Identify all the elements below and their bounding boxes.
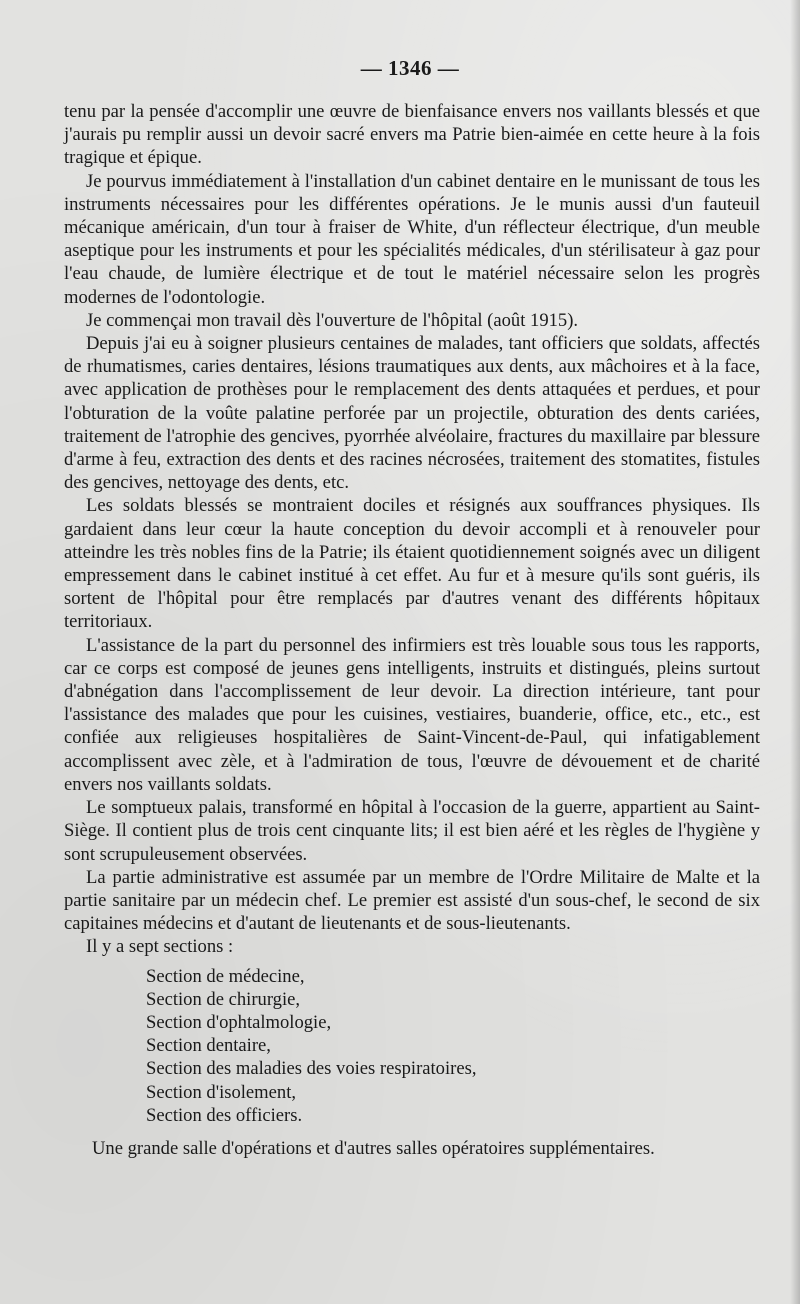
sections-intro: Il y a sept sections : [86,936,234,958]
page-number: — 1346 — [360,56,460,80]
page-edge-shadow [790,0,800,1304]
paragraph-3: Je commençai mon travail dès l'ouverture de l'hôpital (août 1915). [86,309,579,331]
section-item: Section d'isolement, [146,1081,297,1103]
closing-line: Une grande salle d'opérations et d'autres salles opératoires supplémentaires. [92,1137,655,1159]
paragraph-7: Le somptueux palais, transformé en hôpital à l'occasion de la guerre, appartient au Saint-Siège. Il contient plus de trois cent cinquante lits; il est bien aéré et les règles de l'hygiène y sont scrupuleusement observées. [64,797,760,865]
paragraph-4: Depuis j'ai eu à soigner plusieurs centaines de malades, tant officiers que soldats, affectés de rhumatismes, caries dentaires, lésions traumatiques aux dents, aux mâchoires et à la face, avec application de prothèses pour le remplacement des dents attaquées et perdues, et pour l'obturation de la voûte palatine perforée par un projectile, obturation des dents cariées, traitement de l'atrophie des gencives, pyorrhée alvéolaire, fractures du maxillaire par blessure d'arme à feu, extraction des dents et des racines nécrosées, traitement des stomatites, fistules des gencives, nettoyage des dents, etc. [64,333,760,494]
paragraph-6: L'assistance de la part du personnel des infirmiers est très louable sous tous les rapports, car ce corps est composé de jeunes gens intelligents, instruits et distingués, pleins surtout d'abnégation dans l'accomplissement de leur devoir. La direction intérieure, tant pour l'assistance des malades que pour les cuisines, vestiaires, buanderie, office, etc., etc., est confiée aux religieuses hospitalières de Saint-Vincent-de-Paul, qui infatigablement accomplissent avec zèle, et à l'admiration de tous, l'œuvre de dévouement et de charité envers nos vaillants soldats. [64,634,760,795]
section-item: Section des officiers. [146,1104,303,1126]
body-text [64,100,760,1160]
paragraph-5: Les soldats blessés se montraient dociles et résignés aux souffrances physiques. Ils gardaient dans leur cœur la haute conception du devoir accompli et à renouveler pour atteindre les très nobles fins de la Patrie; ils étaient quotidiennement soignés avec un diligent empressement dans le cabinet institué à cet effet. Au fur et à mesure qu'ils sont guéris, ils sortent de l'hôpital pour être remplacés par d'autres venant des différents hôpitaux territoriaux. [64,495,760,633]
section-item: Section dentaire, [146,1035,271,1057]
paragraph-2: Je pourvus immédiatement à l'installation d'un cabinet dentaire en le munissant de tous les instruments nécessaires pour les différentes opérations. Je le munis aussi d'un fauteuil mécanique américain, d'un tour à fraiser de White, d'un réflecteur électrique, d'un meuble aseptique pour les instruments et pour les spécialités médicales, d'un stérilisateur à gaz pour l'eau chaude, de lumière électrique et de tout le matériel nécessaire selon les progrès modernes de l'odontologie. [64,170,760,308]
paragraph-8: La partie administrative est assumée par un membre de l'Ordre Militaire de Malte et la partie sanitaire par un médecin chef. Le premier est assisté d'un sous-chef, le second de six capitaines médecins et d'autant de lieutenants et de sous-lieutenants. [64,866,760,935]
section-item: Section des maladies des voies respiratoires, [146,1058,477,1080]
section-item: Section de chirurgie, [146,988,301,1010]
section-item: Section de médecine, [146,965,305,987]
sections-list [64,965,760,1127]
section-item: Section d'ophtalmologie, [146,1011,332,1033]
paragraph-1: tenu par la pensée d'accomplir une œuvre de bienfaisance envers nos vaillants blessés et que j'aurais pu remplir aussi un devoir sacré envers ma Patrie bien-aimée en cette heure à la fois tragique et épique. [64,101,760,169]
